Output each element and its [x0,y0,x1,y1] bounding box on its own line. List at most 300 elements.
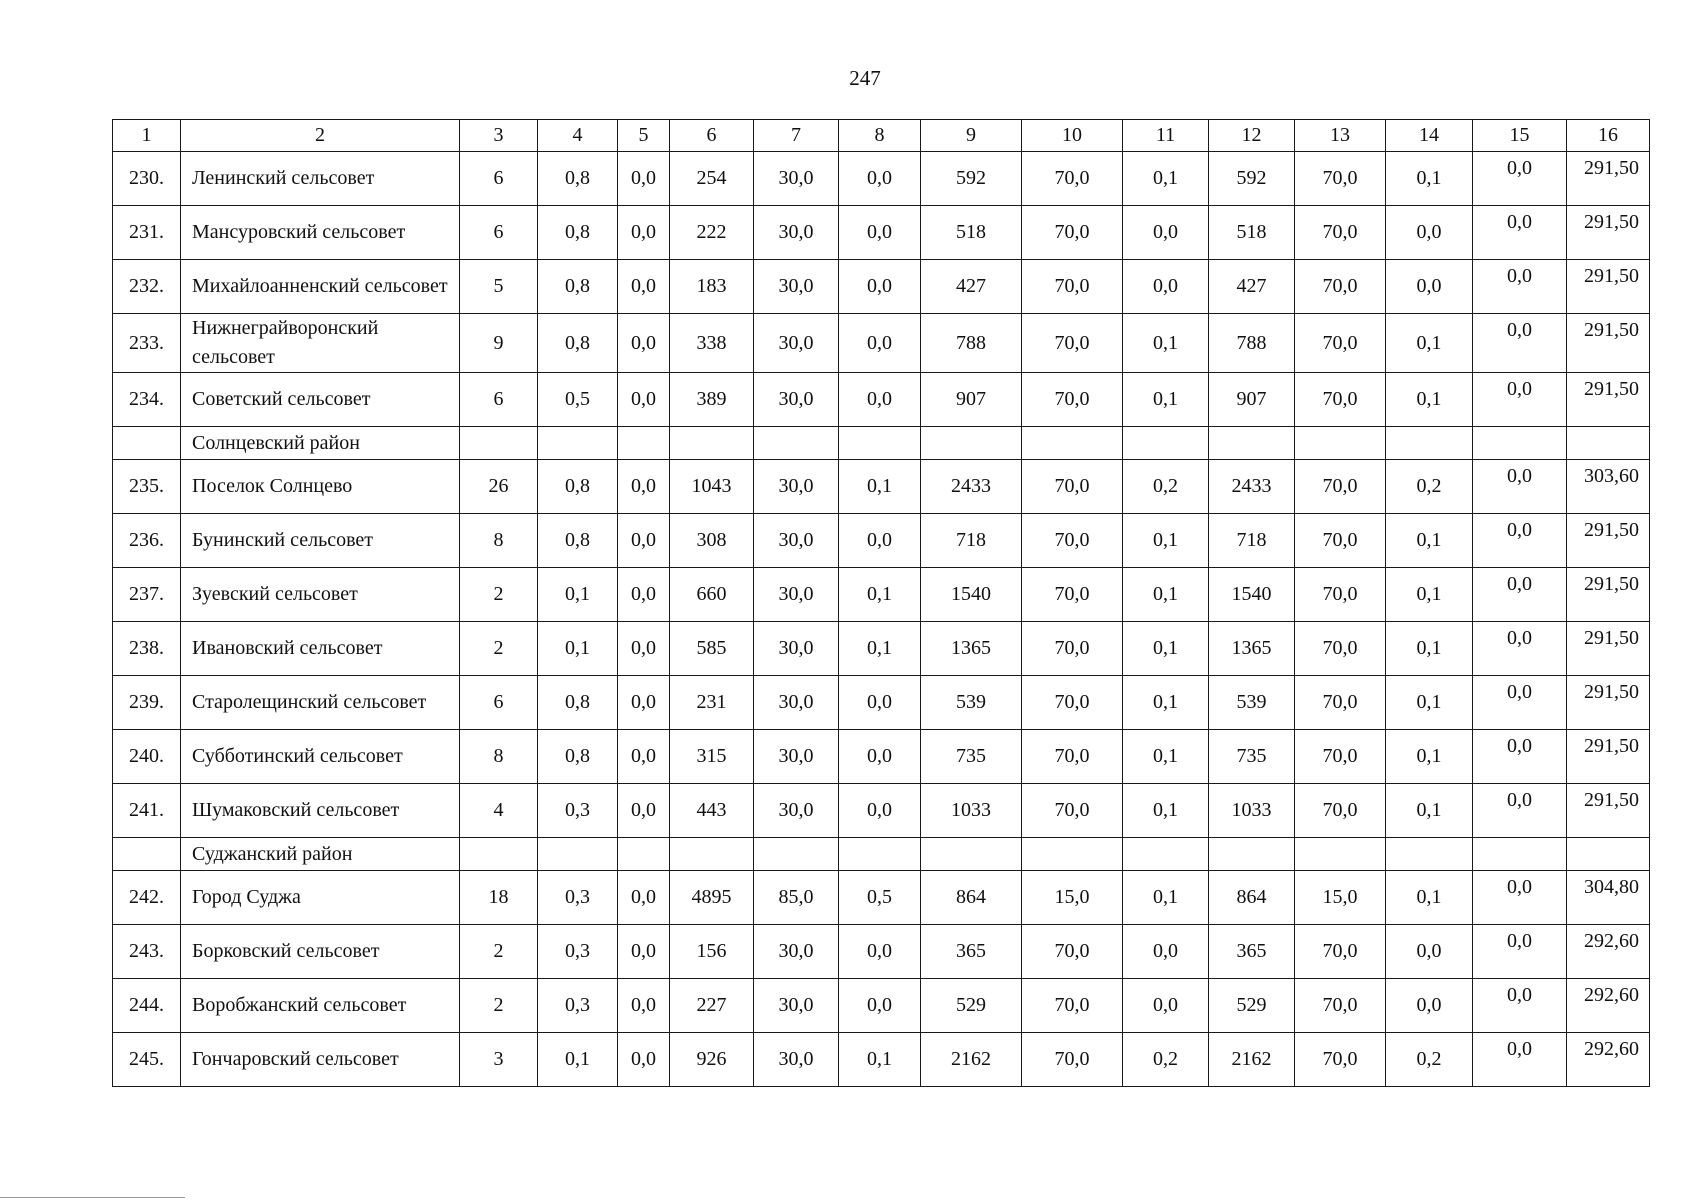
table-row [113,152,1650,206]
table-cell-col-9: 539 [921,676,1022,730]
table-row [113,784,1650,838]
table-cell-col-15: 0,0 [1473,871,1567,925]
empty-cell [1567,427,1650,460]
table-cell-col-15: 0,0 [1473,206,1567,260]
table-cell-col-11: 0,1 [1123,373,1209,427]
table-cell-col-6: 585 [670,622,754,676]
table-cell-col-12: 427 [1209,260,1295,314]
table-cell-col-8: 0,0 [839,979,921,1033]
row-number: 245. [113,1033,181,1087]
table-cell-col-6: 156 [670,925,754,979]
table-cell-col-5: 0,0 [618,260,670,314]
table-cell-col-6: 389 [670,373,754,427]
empty-cell [670,838,754,871]
table-cell-col-4: 0,1 [538,1033,618,1087]
table-cell-col-10: 70,0 [1022,730,1123,784]
table-cell-col-15: 0,0 [1473,260,1567,314]
table-cell-col-13: 70,0 [1295,152,1386,206]
table-cell-col-16: 291,50 [1567,373,1650,427]
table-cell-col-4: 0,1 [538,568,618,622]
table-cell-col-3: 6 [460,676,538,730]
table-cell-col-11: 0,0 [1123,260,1209,314]
table-cell-col-7: 30,0 [754,260,839,314]
table-cell-col-15: 0,0 [1473,568,1567,622]
empty-cell [1295,838,1386,871]
table-cell-col-8: 0,0 [839,206,921,260]
table-cell-col-13: 70,0 [1295,676,1386,730]
table-cell-col-5: 0,0 [618,730,670,784]
table-cell-col-16: 291,50 [1567,676,1650,730]
empty-cell [113,838,181,871]
table-cell-col-16: 291,50 [1567,152,1650,206]
table-cell-col-12: 718 [1209,514,1295,568]
empty-cell [670,427,754,460]
column-header-12: 12 [1209,120,1295,152]
table-row [113,871,1650,925]
table-cell-col-6: 4895 [670,871,754,925]
table-cell-col-5: 0,0 [618,979,670,1033]
table-cell-col-10: 70,0 [1022,622,1123,676]
table-cell-col-7: 30,0 [754,460,839,514]
table-cell-col-4: 0,8 [538,152,618,206]
table-cell-col-4: 0,8 [538,514,618,568]
table-cell-col-8: 0,0 [839,514,921,568]
table-cell-col-9: 735 [921,730,1022,784]
settlement-name: Гончаровский сельсовет [181,1033,460,1087]
scan-edge-line [0,1197,185,1198]
empty-cell [618,838,670,871]
table-cell-col-3: 4 [460,784,538,838]
table-cell-col-3: 6 [460,206,538,260]
empty-cell [1567,838,1650,871]
column-header-11: 11 [1123,120,1209,152]
column-header-2: 2 [181,120,460,152]
table-cell-col-3: 2 [460,979,538,1033]
page-number: 247 [849,66,881,90]
table-cell-col-3: 18 [460,871,538,925]
table-cell-col-5: 0,0 [618,676,670,730]
table-cell-col-7: 30,0 [754,206,839,260]
row-number: 233. [113,314,181,373]
table-cell-col-4: 0,8 [538,730,618,784]
district-name: Солнцевский район [181,427,460,460]
table-cell-col-12: 788 [1209,314,1295,373]
table-cell-col-8: 0,0 [839,260,921,314]
table-cell-col-5: 0,0 [618,568,670,622]
table-cell-col-4: 0,8 [538,676,618,730]
table-cell-col-9: 907 [921,373,1022,427]
table-row [113,314,1650,373]
table-cell-col-13: 70,0 [1295,460,1386,514]
row-number: 244. [113,979,181,1033]
column-header-9: 9 [921,120,1022,152]
table-cell-col-14: 0,0 [1386,979,1473,1033]
empty-cell [921,838,1022,871]
empty-cell [460,427,538,460]
table-cell-col-13: 70,0 [1295,314,1386,373]
row-number: 230. [113,152,181,206]
table-cell-col-14: 0,1 [1386,314,1473,373]
table-cell-col-5: 0,0 [618,871,670,925]
table-cell-col-6: 926 [670,1033,754,1087]
row-number: 238. [113,622,181,676]
empty-cell [1473,427,1567,460]
settlement-name: Ленинский сельсовет [181,152,460,206]
table-cell-col-13: 70,0 [1295,925,1386,979]
table-cell-col-13: 70,0 [1295,514,1386,568]
table-cell-col-11: 0,2 [1123,1033,1209,1087]
table-cell-col-4: 0,3 [538,979,618,1033]
table-cell-col-14: 0,2 [1386,460,1473,514]
table-cell-col-16: 292,60 [1567,1033,1650,1087]
empty-cell [1209,838,1295,871]
table-cell-col-14: 0,1 [1386,152,1473,206]
settlement-name: Борковский сельсовет [181,925,460,979]
district-row [113,427,1650,460]
empty-cell [1123,838,1209,871]
table-body [113,120,1650,1087]
table-cell-col-8: 0,0 [839,152,921,206]
row-number: 236. [113,514,181,568]
settlement-name: Воробжанский сельсовет [181,979,460,1033]
column-header-14: 14 [1386,120,1473,152]
table-cell-col-5: 0,0 [618,784,670,838]
table-cell-col-3: 6 [460,373,538,427]
table-cell-col-3: 6 [460,152,538,206]
empty-cell [921,427,1022,460]
table-row [113,373,1650,427]
table-cell-col-10: 70,0 [1022,314,1123,373]
table-cell-col-14: 0,1 [1386,871,1473,925]
settlement-name: Поселок Солнцево [181,460,460,514]
column-header-10: 10 [1022,120,1123,152]
table-row [113,260,1650,314]
table-cell-col-14: 0,0 [1386,925,1473,979]
table-cell-col-8: 0,5 [839,871,921,925]
table-cell-col-5: 0,0 [618,460,670,514]
table-cell-col-11: 0,2 [1123,460,1209,514]
table-cell-col-9: 365 [921,925,1022,979]
table-cell-col-9: 2433 [921,460,1022,514]
table-cell-col-4: 0,8 [538,314,618,373]
row-number: 242. [113,871,181,925]
table-cell-col-9: 1540 [921,568,1022,622]
table-cell-col-13: 70,0 [1295,1033,1386,1087]
table-cell-col-4: 0,3 [538,784,618,838]
column-header-5: 5 [618,120,670,152]
table-cell-col-9: 529 [921,979,1022,1033]
table-cell-col-7: 30,0 [754,514,839,568]
table-cell-col-13: 70,0 [1295,568,1386,622]
empty-cell [1386,427,1473,460]
table-cell-col-7: 30,0 [754,979,839,1033]
settlement-name: Советский сельсовет [181,373,460,427]
table-row [113,206,1650,260]
table-cell-col-3: 2 [460,568,538,622]
table-cell-col-16: 292,60 [1567,979,1650,1033]
table-cell-col-10: 70,0 [1022,152,1123,206]
table-cell-col-6: 231 [670,676,754,730]
table-cell-col-6: 227 [670,979,754,1033]
table-row [113,676,1650,730]
table-cell-col-5: 0,0 [618,206,670,260]
table-cell-col-14: 0,1 [1386,622,1473,676]
table-cell-col-3: 3 [460,1033,538,1087]
table-cell-col-4: 0,8 [538,260,618,314]
table-cell-col-12: 592 [1209,152,1295,206]
table-cell-col-10: 70,0 [1022,568,1123,622]
table-cell-col-7: 30,0 [754,925,839,979]
table-cell-col-8: 0,1 [839,460,921,514]
table-row [113,730,1650,784]
header-row [113,120,1650,152]
table-cell-col-16: 291,50 [1567,314,1650,373]
table-cell-col-11: 0,0 [1123,979,1209,1033]
table-cell-col-6: 183 [670,260,754,314]
settlement-name: Город Суджа [181,871,460,925]
row-number: 231. [113,206,181,260]
table-cell-col-15: 0,0 [1473,925,1567,979]
table-cell-col-5: 0,0 [618,314,670,373]
table-cell-col-14: 0,1 [1386,730,1473,784]
settlement-name: Шумаковский сельсовет [181,784,460,838]
table-cell-col-16: 291,50 [1567,784,1650,838]
settlement-name: Зуевский сельсовет [181,568,460,622]
table-cell-col-16: 304,80 [1567,871,1650,925]
settlement-name: Ивановский сельсовет [181,622,460,676]
table-cell-col-11: 0,1 [1123,314,1209,373]
column-header-8: 8 [839,120,921,152]
table-cell-col-5: 0,0 [618,152,670,206]
table-cell-col-13: 70,0 [1295,622,1386,676]
table-row [113,514,1650,568]
row-number: 241. [113,784,181,838]
table-cell-col-9: 2162 [921,1033,1022,1087]
settlement-name: Михайлоанненский сельсовет [181,260,460,314]
table-cell-col-13: 70,0 [1295,206,1386,260]
table-row [113,460,1650,514]
table-row [113,979,1650,1033]
table-cell-col-14: 0,1 [1386,676,1473,730]
column-header-13: 13 [1295,120,1386,152]
table-cell-col-15: 0,0 [1473,676,1567,730]
empty-cell [460,838,538,871]
table-cell-col-4: 0,5 [538,373,618,427]
empty-cell [618,427,670,460]
empty-cell [1209,427,1295,460]
table-cell-col-12: 1365 [1209,622,1295,676]
table-cell-col-16: 291,50 [1567,206,1650,260]
table-cell-col-6: 660 [670,568,754,622]
table-cell-col-15: 0,0 [1473,314,1567,373]
district-name: Суджанский район [181,838,460,871]
table-cell-col-14: 0,1 [1386,568,1473,622]
table-cell-col-11: 0,1 [1123,622,1209,676]
table-cell-col-12: 1033 [1209,784,1295,838]
table-cell-col-6: 338 [670,314,754,373]
district-row [113,838,1650,871]
empty-cell [1473,838,1567,871]
table-cell-col-3: 5 [460,260,538,314]
table-cell-col-10: 70,0 [1022,784,1123,838]
table-cell-col-10: 15,0 [1022,871,1123,925]
table-cell-col-10: 70,0 [1022,676,1123,730]
settlement-name: Мансуровский сельсовет [181,206,460,260]
table-cell-col-5: 0,0 [618,514,670,568]
settlement-name: Старолещинский сельсовет [181,676,460,730]
table-cell-col-15: 0,0 [1473,1033,1567,1087]
table-cell-col-9: 788 [921,314,1022,373]
table-cell-col-3: 26 [460,460,538,514]
table-cell-col-11: 0,1 [1123,152,1209,206]
table-cell-col-16: 291,50 [1567,622,1650,676]
table-cell-col-15: 0,0 [1473,622,1567,676]
table-cell-col-7: 30,0 [754,373,839,427]
table-cell-col-16: 291,50 [1567,568,1650,622]
column-header-16: 16 [1567,120,1650,152]
settlement-name: Нижнеграйворонский сельсовет [181,314,460,373]
table-cell-col-10: 70,0 [1022,460,1123,514]
table-cell-col-8: 0,1 [839,568,921,622]
column-header-7: 7 [754,120,839,152]
empty-cell [1386,838,1473,871]
table-cell-col-4: 0,3 [538,871,618,925]
row-number: 243. [113,925,181,979]
table-cell-col-6: 1043 [670,460,754,514]
row-number: 239. [113,676,181,730]
column-header-4: 4 [538,120,618,152]
table-cell-col-3: 2 [460,925,538,979]
table-cell-col-12: 2433 [1209,460,1295,514]
table-cell-col-13: 70,0 [1295,373,1386,427]
table-cell-col-10: 70,0 [1022,925,1123,979]
table-cell-col-12: 518 [1209,206,1295,260]
empty-cell [754,838,839,871]
table-cell-col-14: 0,1 [1386,373,1473,427]
table-cell-col-15: 0,0 [1473,514,1567,568]
table-cell-col-12: 1540 [1209,568,1295,622]
table-cell-col-8: 0,0 [839,373,921,427]
table-cell-col-12: 735 [1209,730,1295,784]
table-cell-col-9: 1365 [921,622,1022,676]
table-cell-col-7: 30,0 [754,730,839,784]
table-cell-col-13: 70,0 [1295,784,1386,838]
table-cell-col-15: 0,0 [1473,460,1567,514]
table-cell-col-8: 0,1 [839,1033,921,1087]
table-cell-col-9: 864 [921,871,1022,925]
empty-cell [1295,427,1386,460]
empty-cell [1022,838,1123,871]
settlement-name: Бунинский сельсовет [181,514,460,568]
table-cell-col-11: 0,1 [1123,784,1209,838]
empty-cell [1123,427,1209,460]
empty-cell [113,427,181,460]
table-cell-col-7: 30,0 [754,1033,839,1087]
table-cell-col-9: 518 [921,206,1022,260]
table-cell-col-16: 291,50 [1567,260,1650,314]
table-cell-col-8: 0,0 [839,925,921,979]
data-table [112,119,1650,1087]
table-cell-col-4: 0,3 [538,925,618,979]
table-cell-col-8: 0,0 [839,676,921,730]
table-cell-col-7: 30,0 [754,568,839,622]
row-number: 234. [113,373,181,427]
table-cell-col-12: 2162 [1209,1033,1295,1087]
table-cell-col-10: 70,0 [1022,260,1123,314]
table-cell-col-14: 0,1 [1386,514,1473,568]
table-cell-col-13: 70,0 [1295,260,1386,314]
table-cell-col-4: 0,8 [538,460,618,514]
table-cell-col-11: 0,1 [1123,568,1209,622]
table-cell-col-7: 85,0 [754,871,839,925]
table-cell-col-12: 864 [1209,871,1295,925]
table-cell-col-9: 718 [921,514,1022,568]
table-cell-col-6: 443 [670,784,754,838]
table-cell-col-15: 0,0 [1473,979,1567,1033]
table-cell-col-16: 303,60 [1567,460,1650,514]
table-cell-col-11: 0,0 [1123,206,1209,260]
table-cell-col-11: 0,1 [1123,514,1209,568]
empty-cell [839,838,921,871]
table-cell-col-8: 0,1 [839,622,921,676]
table-cell-col-5: 0,0 [618,925,670,979]
table-cell-col-4: 0,1 [538,622,618,676]
table-cell-col-10: 70,0 [1022,1033,1123,1087]
empty-cell [754,427,839,460]
table-cell-col-9: 427 [921,260,1022,314]
table-cell-col-7: 30,0 [754,314,839,373]
table-cell-col-3: 8 [460,730,538,784]
table-cell-col-5: 0,0 [618,373,670,427]
table-cell-col-15: 0,0 [1473,152,1567,206]
table-cell-col-15: 0,0 [1473,373,1567,427]
table-cell-col-14: 0,0 [1386,206,1473,260]
table-cell-col-12: 529 [1209,979,1295,1033]
table-cell-col-12: 539 [1209,676,1295,730]
table-cell-col-13: 70,0 [1295,730,1386,784]
table-cell-col-10: 70,0 [1022,514,1123,568]
table-cell-col-11: 0,0 [1123,925,1209,979]
table-cell-col-12: 365 [1209,925,1295,979]
table-row [113,1033,1650,1087]
table-cell-col-6: 222 [670,206,754,260]
table-cell-col-6: 254 [670,152,754,206]
table-cell-col-7: 30,0 [754,784,839,838]
empty-cell [538,838,618,871]
empty-cell [538,427,618,460]
table-row [113,568,1650,622]
empty-cell [839,427,921,460]
row-number: 237. [113,568,181,622]
column-header-1: 1 [113,120,181,152]
table-cell-col-4: 0,8 [538,206,618,260]
table-cell-col-13: 15,0 [1295,871,1386,925]
table-row [113,925,1650,979]
table-cell-col-5: 0,0 [618,622,670,676]
table-cell-col-8: 0,0 [839,730,921,784]
column-header-15: 15 [1473,120,1567,152]
table-cell-col-7: 30,0 [754,676,839,730]
table-cell-col-16: 291,50 [1567,514,1650,568]
table-cell-col-11: 0,1 [1123,730,1209,784]
table-cell-col-16: 291,50 [1567,730,1650,784]
table-cell-col-10: 70,0 [1022,979,1123,1033]
table-cell-col-14: 0,2 [1386,1033,1473,1087]
table-cell-col-8: 0,0 [839,784,921,838]
table-cell-col-5: 0,0 [618,1033,670,1087]
table-cell-col-3: 8 [460,514,538,568]
table-cell-col-12: 907 [1209,373,1295,427]
